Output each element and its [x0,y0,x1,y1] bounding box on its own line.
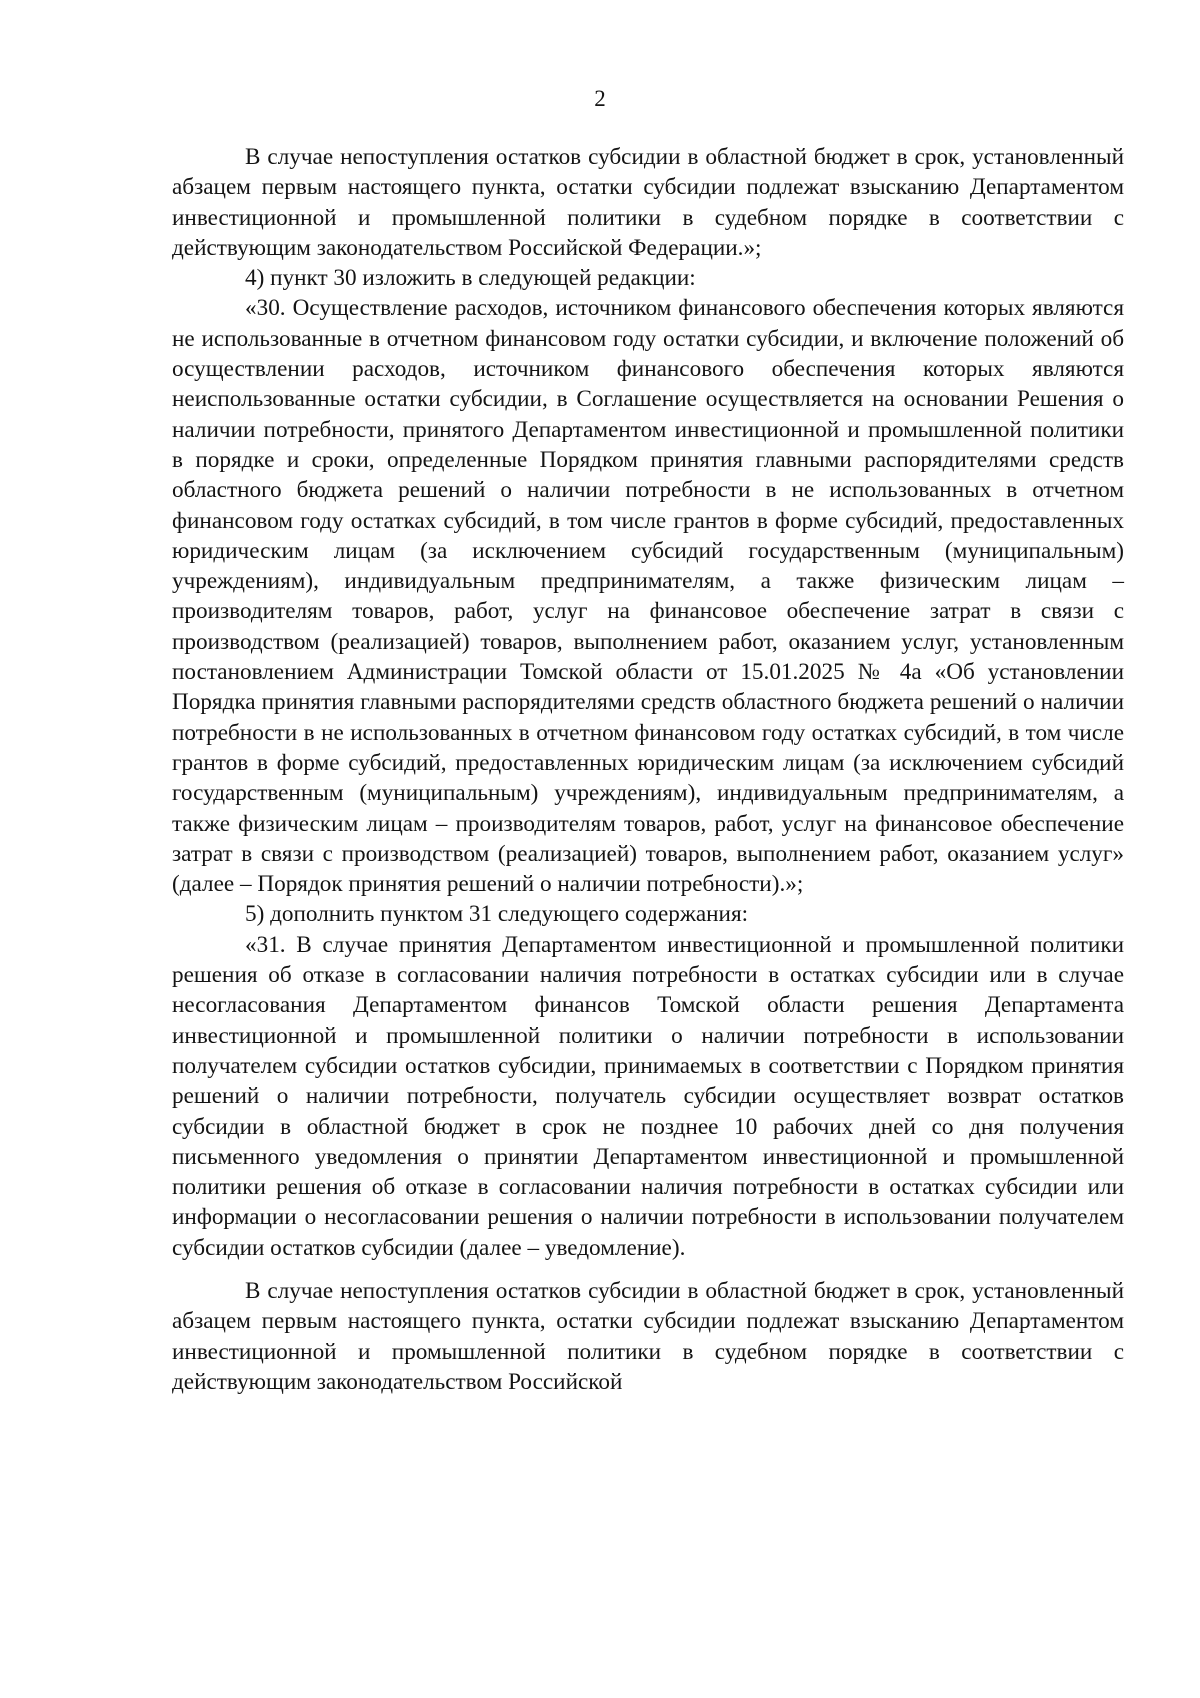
page-number: 2 [594,86,606,111]
paragraph-point-30: «30. Осуществление расходов, источником финансового обеспечения которых являются не использованные в отчетном финансовом году остатки субсидии, и включение положений об осуществлении расходов, источником финансового обеспечения которых являются неиспользованные остатки субсидии, в Соглашение осуществляется на основании Решения о наличии потребности, принятого Департаментом инвестиционной и промышленной политики в порядке и сроки, определенные Порядком принятия главными распорядителями средств областного бюджета решений о наличии потребности в не использованных в отчетном финансовом году остатках субсидий, в том числе грантов в форме субсидий, предоставленных юридическим лицам (за исключением субсидий государственным (муниципальным) учреждениям), индивидуальным предпринимателям, а также физическим лицам – производителям товаров, работ, услуг на финансовое обеспечение затрат в связи с производством (реализацией) товаров, выполнением работ, оказанием услуг, установленным постановлением Администрации Томской области от 15.01.2025 № 4а «Об установлении Порядка принятия главными распорядителями средств областного бюджета решений о наличии потребности в не использованных в отчетном финансовом году остатках субсидий, в том числе грантов в форме субсидий, предоставленных юридическим лицам (за исключением субсидий государственным (муниципальным) учреждениям), индивидуальным предпринимателям, а также физическим лицам – производителям товаров, работ, услуг на финансовое обеспечение затрат в связи с производством (реализацией) товаров, выполнением работ, оказанием услуг» (далее – Порядок принятия решений о наличии потребности).»; [172,295,1124,898]
document-body [172,142,1124,1397]
paragraph-remainder-recovery-prev: В случае непоступления остатков субсидии в областной бюджет в срок, установленный абзацем первым настоящего пункта, остатки субсидии подлежат взысканию Департаментом инвестиционной и промышленной политики в судебном порядке в соответствии с действующим законодательством Российской Федерации.»; [172,144,1124,261]
paragraph-item-5-intro: 5) дополнить пунктом 31 следующего содержания: [245,901,749,928]
paragraph-remainder-recovery: В случае непоступления остатков субсидии в областной бюджет в срок, установленный абзацем первым настоящего пункта, остатки субсидии подлежат взысканию Департаментом инвестиционной и промышленной политики в судебном порядке в соответствии с действующим законодательством Российской [172,1277,1124,1395]
paragraph-point-31: «31. В случае принятия Департаментом инвестиционной и промышленной политики решения об отказе в согласовании наличия потребности в остатках субсидии или в случае несогласования Департаментом финансов Томской области решения Департамента инвестиционной и промышленной политики о наличии потребности в использовании получателем субсидии остатков субсидии, принимаемых в соответствии с Порядком принятия решений о наличии потребности, получатель субсидии осуществляет возврат остатков субсидии в областной бюджет в срок не позднее 10 рабочих дней со дня получения письменного уведомления о принятии Департаментом инвестиционной и промышленной политики решения об отказе в согласовании наличия потребности в остатках субсидии или информации о несогласовании решения о наличии потребности в использовании получателем субсидии остатков субсидии (далее – уведомление). [172,931,1124,1261]
paragraph-item-4-intro: 4) пункт 30 изложить в следующей редакции: [245,265,696,292]
